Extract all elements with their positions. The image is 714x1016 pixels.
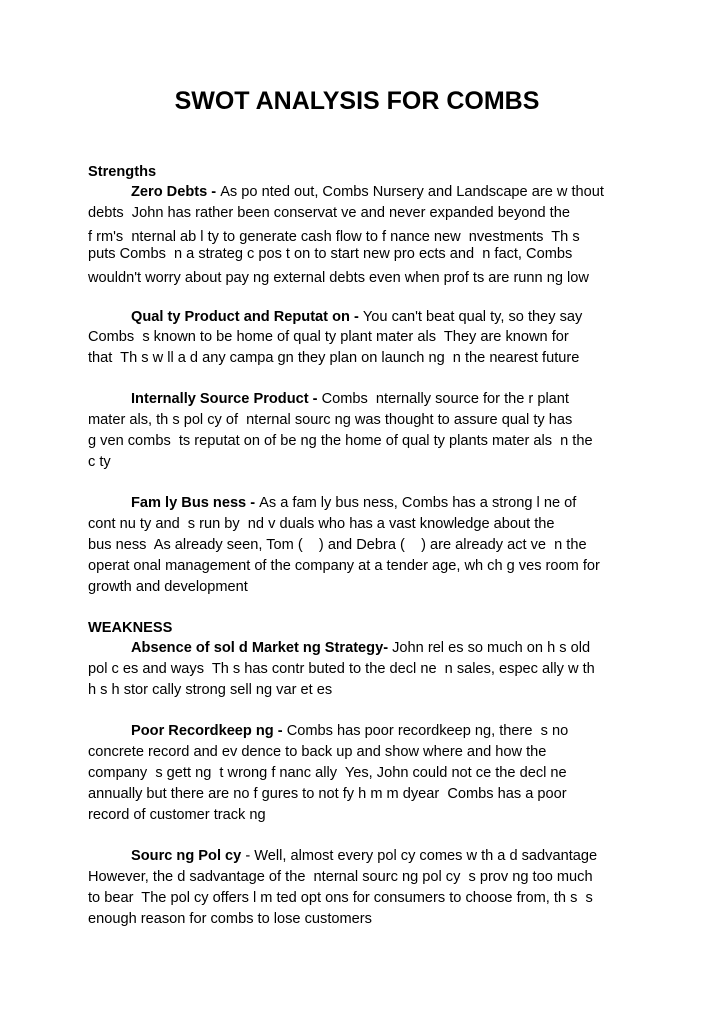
item-text: You can't beat qual ty, so they say: [362, 309, 583, 325]
paragraph-line: concrete record and ev dence to back up and show where and how the: [88, 744, 547, 760]
document-title: SWOT ANALYSIS FOR COMBS: [174, 87, 540, 115]
item-text: John rel es so much on h s old: [388, 640, 591, 656]
item-text: Combs has poor recordkeep ng, there s no: [286, 723, 569, 739]
paragraph-line: Combs s known to be home of qual ty plant mater als They are known for: [88, 329, 569, 345]
item-term: Poor Recordkeep ng -: [131, 723, 287, 739]
paragraph-line: enough reason for combs to lose customers: [88, 911, 372, 927]
paragraph-line: puts Combs n a strateg c pos t on to start new pro ects and n fact, Combs: [88, 246, 573, 262]
paragraph-first-line: [131, 390, 569, 408]
item-term: Sourc ng Pol cy: [131, 848, 246, 864]
paragraph-first-line: [131, 639, 590, 657]
paragraph-line: cont nu ty and s run by nd v duals who has a vast knowledge about the: [88, 516, 555, 532]
item-term: Qual ty Product and Reputat on -: [131, 309, 363, 325]
paragraph-line: wouldn't worry about pay ng external debts even when prof ts are runn ng low: [88, 270, 589, 286]
paragraph-line: that Th s w ll a d any campa gn they plan on launch ng n the nearest future: [88, 350, 580, 366]
item-term: Zero Debts -: [131, 184, 221, 200]
paragraph-line: operat onal management of the company at a tender age, wh ch g ves room for: [88, 558, 600, 574]
paragraph-line: However, the d sadvantage of the nternal sourc ng pol cy s prov ng too much: [88, 869, 593, 885]
paragraph-first-line: [131, 183, 604, 201]
paragraph-first-line: [131, 847, 597, 865]
paragraph-line: annually but there are no f gures to not fy h m m dyear Combs has a poor: [88, 786, 567, 802]
paragraph-line: company s gett ng t wrong f nanc ally Yes, John could not ce the decl ne: [88, 765, 567, 781]
paragraph-line: c ty: [88, 454, 111, 470]
paragraph-line: debts John has rather been conservat ve and never expanded beyond the: [88, 205, 570, 221]
item-term: Absence of sol d Market ng Strategy-: [131, 640, 389, 656]
item-text: Combs nternally source for the r plant: [321, 391, 569, 407]
item-text: As po nted out, Combs Nursery and Landscape are w thout: [220, 184, 604, 200]
paragraph-first-line: [131, 722, 568, 740]
item-text: - Well, almost every pol cy comes w th a d sadvantage: [245, 848, 598, 864]
paragraph-line: f rm's nternal ab l ty to generate cash flow to f nance new nvestments Th s: [88, 229, 580, 245]
paragraph-line: mater als, th s pol cy of nternal sourc ng was thought to assure qual ty has: [88, 412, 573, 428]
item-term: Fam ly Bus ness -: [131, 495, 260, 511]
paragraph-line: pol c es and ways Th s has contr buted to the decl ne n sales, espec ally w th: [88, 661, 595, 677]
item-term: Internally Source Product -: [131, 391, 322, 407]
section-heading-weakness: WEAKNESS: [88, 620, 173, 636]
paragraph-line: growth and development: [88, 579, 248, 595]
paragraph-line: record of customer track ng: [88, 807, 266, 823]
paragraph-line: to bear The pol cy offers l m ted opt ons for consumers to choose from, th s s: [88, 890, 593, 906]
paragraph-line: h s h stor cally strong sell ng var et es: [88, 682, 333, 698]
paragraph-line: g ven combs ts reputat on of be ng the home of qual ty plants mater als n the: [88, 433, 593, 449]
section-heading-strengths: Strengths: [88, 164, 157, 180]
item-text: As a fam ly bus ness, Combs has a strong l ne of: [259, 495, 577, 511]
paragraph-first-line: [131, 308, 582, 326]
paragraph-first-line: [131, 494, 576, 512]
paragraph-line: bus ness As already seen, Tom ( ) and Debra ( ) are already act ve n the: [88, 537, 587, 553]
